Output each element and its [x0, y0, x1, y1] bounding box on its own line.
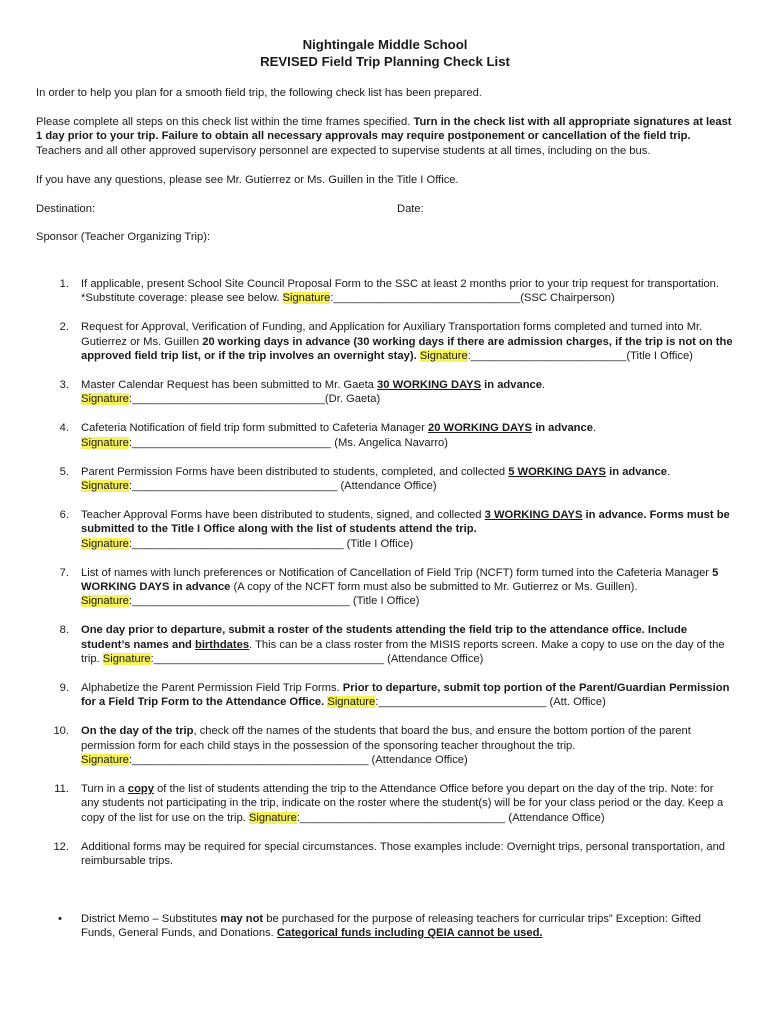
signature-line[interactable]: :___________________________________ [128, 595, 350, 608]
step-emphasis: in advance [481, 378, 542, 391]
checklist-item [36, 623, 734, 666]
checklist-item [36, 378, 734, 407]
step-number: 4. [59, 422, 69, 435]
signature-label: Signature [81, 436, 129, 449]
signature-label: Signature [81, 537, 129, 550]
step-text: If applicable, present School Site Council Proposal Form to the SSC at least 2 months prior to your trip request for transportation. *Substitute coverage: please see below. [81, 277, 720, 305]
signer-role: (Dr. Gaeta) [324, 393, 381, 406]
signature-line[interactable]: :_________________________ [467, 349, 627, 362]
step-text-end: . [541, 378, 546, 391]
step-emphasis: in advance. Forms must be submitted to the Title I Office along with the list of students attend the trip. [81, 508, 730, 536]
signer-role: (Attendance Office) [368, 754, 468, 767]
signature-line[interactable]: :___________________________ [375, 696, 547, 709]
step-number: 7. [59, 566, 69, 579]
step-text: Teacher Approval Forms have been distributed to students, signed, and collected [81, 508, 485, 521]
signature-line[interactable]: :______________________________ [330, 292, 521, 305]
signature-line[interactable]: :_____________________________________ [150, 653, 384, 666]
signature-line[interactable]: :__________________________________ [128, 537, 344, 550]
date-label: Date: [397, 202, 424, 215]
step-text-end: (A copy of the NCFT form must also be submitted to Mr. Gutierrez or Ms. Guillen). [230, 580, 638, 593]
memo-underlined: Categorical funds including QEIA cannot be used. [276, 926, 543, 939]
document-title: REVISED Field Trip Planning Check List [260, 54, 510, 69]
signer-role: (SSC Chairperson) [520, 292, 615, 305]
signer-role: (Title I Office) [343, 537, 414, 550]
checklist-item [36, 465, 734, 494]
signature-label: Signature [81, 393, 129, 406]
signature-label: Signature [102, 653, 151, 666]
signature-line[interactable]: :_________________________________ [128, 479, 338, 492]
destination-label: Destination: [36, 202, 96, 215]
deadline-underlined: 30 WORKING DAYS [377, 378, 482, 391]
step-text-end: . This can be a class roster from the MISIS reports screen. Make a copy to use on the day of the trip. [81, 638, 725, 666]
step-number: 5. [59, 465, 69, 478]
step-number: 10. [53, 725, 69, 738]
step-emphasis: One day prior to departure, submit a roster of the students attending the field trip to the attendance office. Include student’s names and [81, 624, 688, 651]
step-emphasis: On the day of the trip [81, 725, 194, 738]
instructions-text: Please complete all steps on this check list within the time frames specified. [36, 115, 414, 128]
step-number: 6. [59, 508, 69, 521]
supervision-text: Teachers and all other approved supervisory personnel are expected to supervise students at all times, including on the bus. [36, 144, 651, 157]
signer-role: (Title I Office) [349, 595, 420, 608]
checklist-item [36, 681, 734, 710]
signature-label: Signature [327, 696, 376, 709]
checklist-item [36, 840, 734, 869]
step-number: 9. [59, 681, 69, 694]
trip-fields-row [36, 202, 734, 216]
district-memo-note [36, 912, 734, 941]
step-number: 8. [59, 624, 69, 637]
signature-label: Signature [81, 479, 129, 492]
step-emphasis: 20 working days in advance (30 working days if there are admission charges, if the trip is not on the approved field trip list, or if the trip involves an overnight stay). [81, 335, 733, 362]
checklist-item [36, 508, 734, 551]
signer-role: (Title I Office) [626, 349, 693, 362]
instructions-emphasis: Turn in the check list with all appropriate signatures at least 1 day prior to your trip. Failure to obtain all necessary approvals may require postponement or cancellation of the field trip. [36, 115, 732, 143]
step-text-end: , check off the names of the students that board the bus, and ensure the bottom portion of the parent permission form for each child stays in the possession of the sponsoring teacher throughout the trip. [81, 725, 691, 752]
step-number: 3. [59, 378, 69, 391]
step-number: 11. [54, 783, 69, 795]
intro-paragraph: In order to help you plan for a smooth field trip, the following check list has been prepared. [36, 87, 482, 99]
signature-label: Signature [248, 811, 297, 824]
signer-role: (Attendance Office) [384, 653, 484, 666]
bullet-icon: • [58, 912, 62, 925]
signature-line[interactable]: :________________________________ [128, 436, 332, 449]
step-text: Alphabetize the Parent Permission Field Trip Forms. [81, 681, 343, 694]
questions-paragraph: If you have any questions, please see Mr. Gutierrez or Ms. Guillen in the Title I Office. [36, 173, 459, 186]
step-text: List of names with lunch preferences or Notification of Cancellation of Field Trip (NCFT) form turned into the Cafeteria Manager [81, 566, 713, 579]
checklist-item [36, 277, 734, 306]
signature-line[interactable]: :_________________________________ [296, 811, 506, 824]
checklist-item [36, 421, 734, 450]
school-name: Nightingale Middle School [302, 37, 468, 52]
checklist-item [36, 320, 734, 363]
deadline-underlined: 3 WORKING DAYS [484, 508, 583, 521]
step-number: 1. [59, 277, 69, 290]
signer-role: (Attendance Office) [505, 811, 605, 824]
step-emphasis: Prior to departure, submit top portion of the Parent/Guardian Permission for a Field Trip Form to the Attendance Office. [81, 681, 730, 709]
signature-label: Signature [282, 292, 331, 305]
signer-role: (Attendance Office) [337, 479, 437, 492]
checklist-item [36, 782, 734, 825]
step-number: 12. [53, 840, 69, 853]
step-text: Master Calendar Request has been submitted to Mr. Gaeta [81, 378, 378, 391]
checklist-steps [36, 277, 734, 869]
step-text-end: . [666, 465, 671, 478]
signature-label: Signature [419, 349, 468, 362]
copy-underlined: copy [127, 783, 154, 795]
deadline-underlined: 20 WORKING DAYS [427, 422, 533, 435]
signer-role: (Att. Office) [546, 696, 606, 709]
step-text-end: of the list of students attending the trip to the Attendance Office before you depart on the day of the trip. Note: for any students not participating in the trip, indicate on the roster where the student(s) will be for your class period or the day. Keep a copy of the list for use on the trip. [81, 783, 724, 824]
step-text: Additional forms may be required for special circumstances. Those examples include: Overnight trips, personal transportation, and reimbursable trips. [81, 840, 726, 868]
signature-label: Signature [81, 754, 129, 767]
signer-role: (Ms. Angelica Navarro) [331, 436, 449, 449]
step-emphasis: in advance [606, 465, 667, 478]
step-text: Parent Permission Forms have been distributed to students, completed, and collected [81, 465, 509, 478]
checklist-item [36, 724, 734, 767]
step-text: Request for Approval, Verification of Funding, and Application for Auxiliary Transportation forms completed and turned into Mr. Gutierrez or Ms. Guillen [81, 321, 703, 348]
step-number: 2. [59, 321, 69, 334]
memo-text: District Memo – Substitutes [81, 912, 221, 925]
signature-line[interactable]: :_______________________________ [128, 393, 325, 406]
step-text: Cafeteria Notification of field trip form submitted to Cafeteria Manager [81, 422, 428, 435]
title-block [36, 36, 734, 70]
step-emphasis: 5 WORKING DAYS in advance [81, 566, 719, 593]
checklist-item [36, 566, 734, 609]
instructions-paragraph [36, 115, 734, 158]
step-emphasis: in advance [532, 422, 593, 435]
step-text: Turn in a [81, 783, 128, 795]
memo-text-cont: be purchased for the purpose of releasing teachers for curricular trips” Exception: Gifted Funds, General Funds, and Donations. [81, 912, 701, 939]
sponsor-label: Sponsor (Teacher Organizing Trip): [36, 231, 211, 244]
step-text-end: . [592, 422, 597, 435]
signature-label: Signature [81, 595, 129, 608]
signature-line[interactable]: :______________________________________ [128, 754, 369, 767]
memo-emphasis: may not [220, 912, 264, 925]
birthdates-underlined: birthdates [194, 638, 250, 651]
deadline-underlined: 5 WORKING DAYS [508, 465, 607, 478]
